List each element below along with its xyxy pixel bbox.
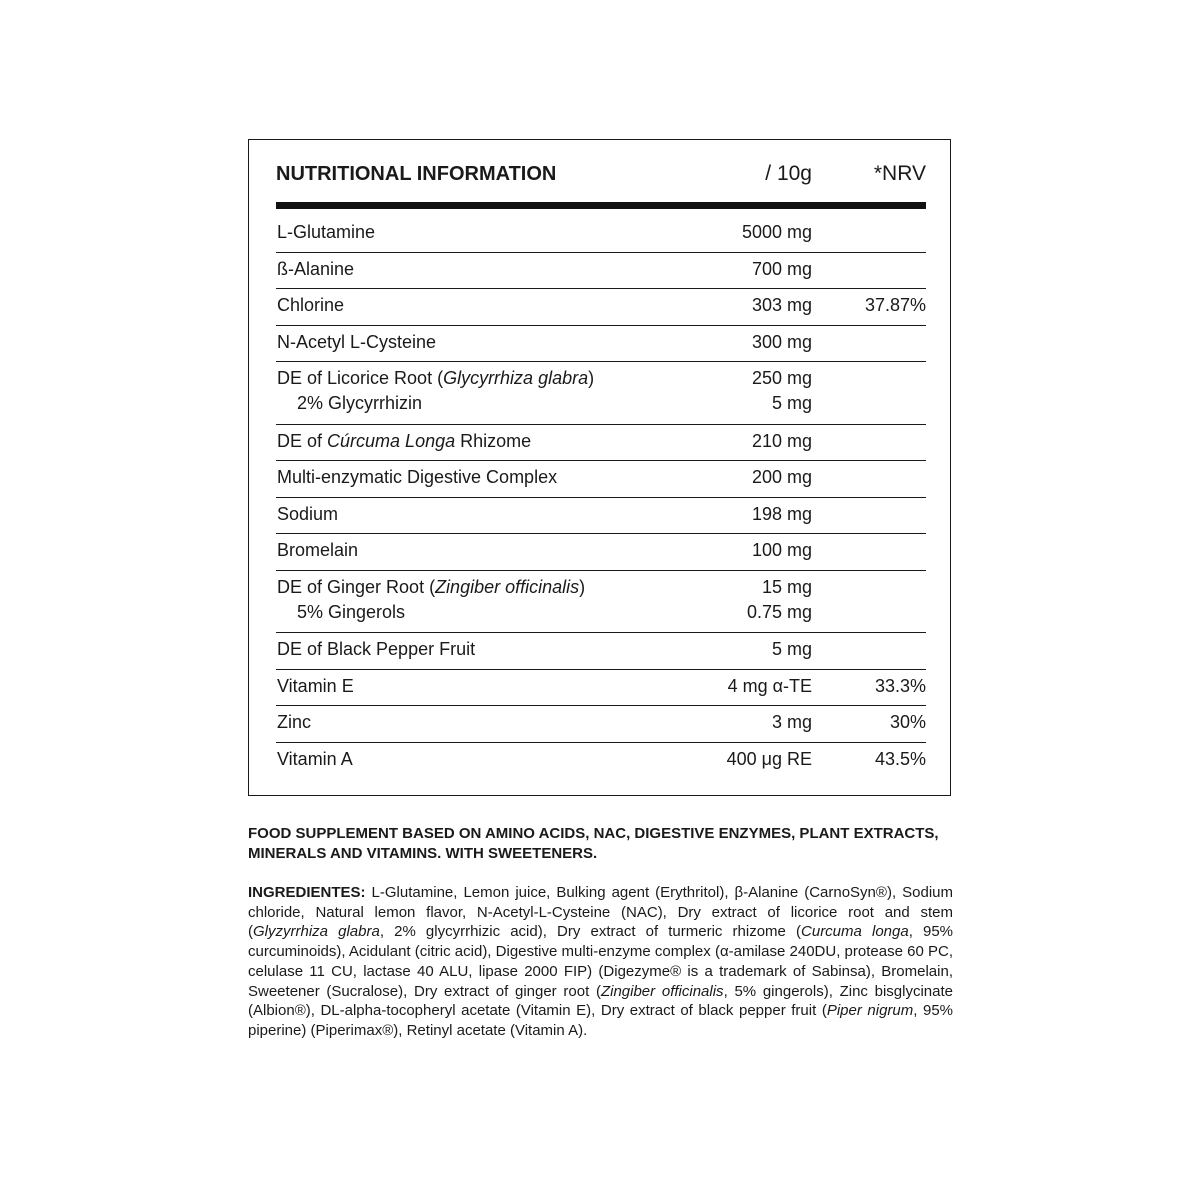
table-row bbox=[276, 670, 926, 707]
nutrient-name bbox=[277, 332, 436, 353]
nrv-header: *NRV bbox=[873, 162, 926, 185]
nutrient-botanical-name: Glycyrrhiza glabra bbox=[443, 368, 589, 388]
nutrient-rows bbox=[276, 216, 926, 778]
nutrient-amount: 100 mg bbox=[751, 540, 812, 560]
table-row bbox=[276, 633, 926, 670]
table-row bbox=[276, 743, 926, 779]
nutrient-name-text: ß-Alanine bbox=[277, 258, 355, 279]
supplement-statement: FOOD SUPPLEMENT BASED ON AMINO ACIDS, NAC, DIGESTIVE ENZYMES, PLANT EXTRACTS, MINERALS AND VITAMINS. WITH SWEETENERS. bbox=[248, 825, 939, 862]
ingredients-text: , 2% glycyrrhizic acid), Dry extract of turmeric rhizome ( bbox=[379, 923, 802, 941]
nutrient-botanical-name: Zingiber officinalis bbox=[435, 576, 580, 597]
nutrient-name bbox=[277, 368, 594, 389]
table-row bbox=[276, 253, 926, 290]
nutrient-name-text: L-Glutamine bbox=[277, 222, 376, 242]
table-row bbox=[276, 534, 926, 571]
table-row bbox=[276, 706, 926, 743]
sub-nutrient-amount: 5 mg bbox=[771, 393, 812, 413]
nutrient-name bbox=[277, 222, 375, 243]
nutrient-name bbox=[277, 504, 338, 525]
sub-nutrient-name: 2% Glycyrrhizin bbox=[297, 393, 423, 413]
nutrient-name bbox=[277, 467, 557, 488]
ingredient-botanical-name: Glyzyrrhiza glabra bbox=[253, 923, 380, 941]
table-row bbox=[276, 461, 926, 498]
nutrient-amount: 200 mg bbox=[751, 467, 812, 487]
ingredients-text: , 5% gingerols), Zinc bisglycinate (Albion®), DL-alpha-tocopheryl acetate (Vitamin E), Dry extract of black pepper fruit ( bbox=[248, 982, 954, 1020]
nutrient-name bbox=[277, 259, 354, 280]
sub-nutrient-name: 5% Gingerols bbox=[297, 601, 406, 622]
serving-size-header: / 10g bbox=[765, 162, 812, 185]
nutrition-panel bbox=[248, 139, 951, 796]
nutrient-name bbox=[277, 295, 344, 316]
nutrient-amount: 198 mg bbox=[751, 503, 812, 524]
nutrient-name-text: DE of Black Pepper Fruit bbox=[277, 639, 476, 659]
ingredient-botanical-name: Curcuma longa bbox=[801, 923, 909, 941]
nutrient-amount: 300 mg bbox=[751, 331, 812, 352]
nutrient-name-text: Sodium bbox=[277, 503, 339, 524]
nutrient-name-text: DE of Ginger Root ( bbox=[277, 576, 436, 597]
table-row bbox=[276, 326, 926, 363]
nutrient-nrv: 33.3% bbox=[874, 675, 926, 696]
nutrient-name bbox=[277, 639, 475, 660]
nutrient-nrv: 37.87% bbox=[864, 295, 926, 315]
nutrient-amount: 5000 mg bbox=[741, 222, 812, 242]
table-row bbox=[276, 362, 926, 425]
table-row bbox=[276, 425, 926, 462]
ingredient-botanical-name: Piper nigrum bbox=[826, 1002, 914, 1020]
ingredients-list bbox=[248, 883, 953, 1041]
nutrient-name-text: DE of Licorice Root ( bbox=[277, 368, 444, 388]
nutrient-name-suffix: ) bbox=[579, 576, 586, 597]
nutrient-amount: 250 mg bbox=[751, 368, 812, 388]
nutrient-name bbox=[277, 676, 354, 697]
table-header bbox=[276, 158, 926, 190]
table-title: NUTRITIONAL INFORMATION bbox=[276, 163, 557, 185]
sub-nutrient-amount: 0.75 mg bbox=[746, 601, 812, 622]
nutrient-name bbox=[277, 540, 358, 561]
nutrient-amount: 700 mg bbox=[751, 258, 812, 279]
nutrient-nrv: 30% bbox=[889, 712, 926, 732]
nutrient-name-text: Vitamin A bbox=[277, 748, 353, 769]
nutrient-name-suffix: Rhizome bbox=[455, 430, 532, 451]
nutrient-name-text: Vitamin E bbox=[277, 675, 354, 696]
nutrient-name-text: Chlorine bbox=[277, 295, 345, 315]
nutrient-name-text: N-Acetyl L-Cysteine bbox=[277, 331, 437, 352]
table-row bbox=[276, 216, 926, 253]
nutrient-amount: 5 mg bbox=[771, 639, 812, 659]
nutrient-name-text: DE of bbox=[277, 430, 328, 451]
header-divider bbox=[276, 202, 926, 209]
table-row bbox=[276, 571, 926, 634]
nutrient-name-text: Multi-enzymatic Digestive Complex bbox=[277, 467, 558, 487]
ingredients-text: L-Glutamine, Lemon juice, Bulking agent (Erythritol), β-Alanine (CarnoSyn®), Sodium chloride, Natural lemon flavor, N-Acetyl-L-Cysteine (NAC), Dry extract of licorice root and stem ( bbox=[248, 884, 953, 941]
ingredients-text: , 95% piperine) (Piperimax®), Retinyl acetate (Vitamin A). bbox=[248, 1002, 953, 1039]
nutrient-name-suffix: ) bbox=[588, 368, 595, 388]
ingredients-label: INGREDIENTES: bbox=[248, 884, 366, 901]
nutrient-amount: 210 mg bbox=[751, 430, 812, 451]
nutrient-nrv: 43.5% bbox=[874, 748, 926, 769]
nutrient-name-text: Zinc bbox=[277, 712, 312, 732]
table-row bbox=[276, 498, 926, 535]
nutrient-name-text: Bromelain bbox=[277, 540, 359, 560]
ingredient-botanical-name: Zingiber officinalis bbox=[600, 982, 724, 1000]
nutrient-amount: 4 mg α-TE bbox=[727, 675, 812, 696]
nutrient-name bbox=[277, 749, 353, 770]
nutrient-name bbox=[277, 431, 531, 452]
nutrient-name bbox=[277, 712, 311, 733]
nutrient-name bbox=[277, 577, 585, 598]
nutrient-amount: 3 mg bbox=[771, 712, 812, 732]
ingredients-text: , 95% curcuminoids), Acidulant (citric acid), Digestive multi-enzyme complex (α-amilase 240DU, protease 60 PC, celulase 11 CU, lactase 40 ALU, lipase 2000 FIP) (Digezyme® is a trademark of Sabinsa), Bromelain, Sweetener (Sucralose), Dry extract of ginger root ( bbox=[248, 923, 954, 1000]
nutrient-amount: 400 μg RE bbox=[726, 748, 812, 769]
nutrient-amount: 15 mg bbox=[761, 576, 812, 597]
table-row bbox=[276, 289, 926, 326]
nutrient-botanical-name: Cúrcuma Longa bbox=[327, 430, 456, 451]
nutrient-amount: 303 mg bbox=[751, 295, 812, 315]
